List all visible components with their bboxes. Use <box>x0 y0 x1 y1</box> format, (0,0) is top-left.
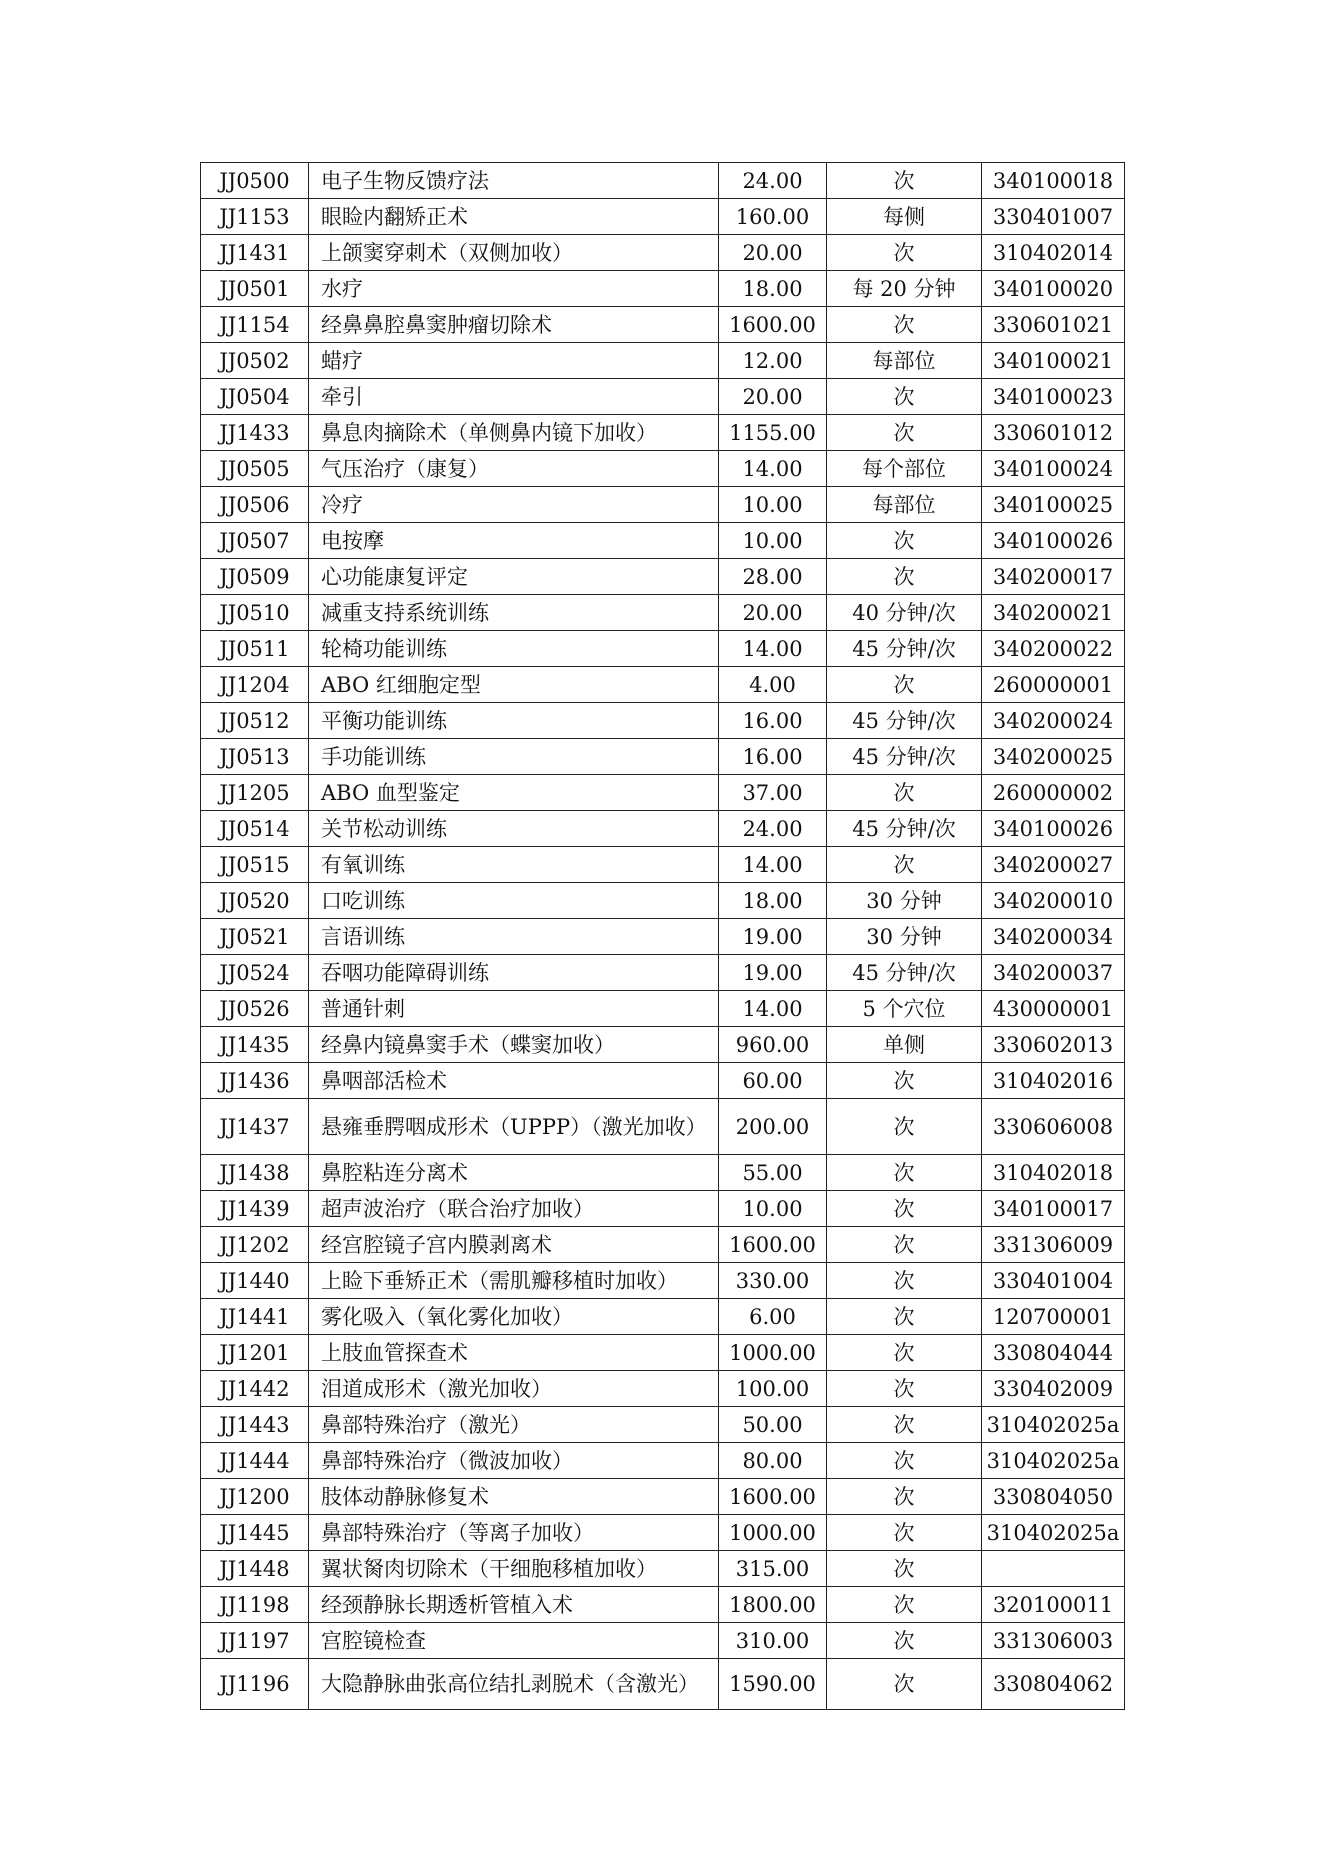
item-unit-cell: 次 <box>827 1587 982 1623</box>
table-row <box>201 1659 1125 1710</box>
item-standard-code-cell: 330402009 <box>982 1371 1125 1407</box>
item-name-cell: 雾化吸入（氧化雾化加收） <box>309 1299 719 1335</box>
table-row <box>201 199 1125 235</box>
item-name-cell: 鼻息肉摘除术（单侧鼻内镜下加收） <box>309 415 719 451</box>
item-standard-code-cell: 331306003 <box>982 1623 1125 1659</box>
item-name-cell: 翼状胬肉切除术（干细胞移植加收） <box>309 1551 719 1587</box>
item-code-cell: JJ1204 <box>201 667 309 703</box>
item-code-cell: JJ0510 <box>201 595 309 631</box>
item-price-cell: 10.00 <box>719 523 827 559</box>
item-price-cell: 100.00 <box>719 1371 827 1407</box>
item-unit-cell: 次 <box>827 1443 982 1479</box>
item-standard-code-cell: 320100011 <box>982 1587 1125 1623</box>
item-price-cell: 960.00 <box>719 1027 827 1063</box>
item-standard-code-cell: 310402025a <box>982 1443 1125 1479</box>
item-standard-code-cell: 340200010 <box>982 883 1125 919</box>
item-unit-cell: 次 <box>827 415 982 451</box>
fee-table-body <box>201 163 1125 1710</box>
table-row <box>201 1515 1125 1551</box>
item-standard-code-cell: 340200034 <box>982 919 1125 955</box>
item-unit-cell: 每部位 <box>827 487 982 523</box>
item-standard-code-cell: 340200027 <box>982 847 1125 883</box>
item-unit-cell: 每个部位 <box>827 451 982 487</box>
table-row <box>201 991 1125 1027</box>
item-unit-cell: 次 <box>827 1371 982 1407</box>
table-row <box>201 1335 1125 1371</box>
table-row <box>201 523 1125 559</box>
item-price-cell: 80.00 <box>719 1443 827 1479</box>
item-price-cell: 200.00 <box>719 1099 827 1155</box>
item-name-cell: 水疗 <box>309 271 719 307</box>
item-code-cell: JJ0513 <box>201 739 309 775</box>
table-row <box>201 415 1125 451</box>
item-code-cell: JJ1153 <box>201 199 309 235</box>
item-code-cell: JJ1448 <box>201 1551 309 1587</box>
item-code-cell: JJ1202 <box>201 1227 309 1263</box>
item-unit-cell: 30 分钟 <box>827 883 982 919</box>
item-unit-cell: 次 <box>827 1335 982 1371</box>
item-standard-code-cell: 430000001 <box>982 991 1125 1027</box>
item-price-cell: 10.00 <box>719 487 827 523</box>
table-row <box>201 1407 1125 1443</box>
item-price-cell: 20.00 <box>719 235 827 271</box>
item-price-cell: 1590.00 <box>719 1659 827 1710</box>
item-code-cell: JJ1439 <box>201 1191 309 1227</box>
item-code-cell: JJ0521 <box>201 919 309 955</box>
item-code-cell: JJ1437 <box>201 1099 309 1155</box>
item-price-cell: 160.00 <box>719 199 827 235</box>
item-standard-code-cell: 310402018 <box>982 1155 1125 1191</box>
table-row <box>201 1623 1125 1659</box>
item-unit-cell: 45 分钟/次 <box>827 955 982 991</box>
item-unit-cell: 次 <box>827 1659 982 1710</box>
item-name-cell: 鼻腔粘连分离术 <box>309 1155 719 1191</box>
table-row <box>201 1027 1125 1063</box>
table-row <box>201 739 1125 775</box>
item-unit-cell: 次 <box>827 847 982 883</box>
item-name-cell: 经颈静脉长期透析管植入术 <box>309 1587 719 1623</box>
item-name-cell: 有氧训练 <box>309 847 719 883</box>
table-row <box>201 487 1125 523</box>
item-code-cell: JJ0515 <box>201 847 309 883</box>
table-row <box>201 343 1125 379</box>
table-row <box>201 1371 1125 1407</box>
item-price-cell: 14.00 <box>719 991 827 1027</box>
table-row <box>201 1479 1125 1515</box>
item-standard-code-cell: 340100021 <box>982 343 1125 379</box>
item-unit-cell: 40 分钟/次 <box>827 595 982 631</box>
item-name-cell: 轮椅功能训练 <box>309 631 719 667</box>
table-row <box>201 775 1125 811</box>
item-price-cell: 16.00 <box>719 739 827 775</box>
item-standard-code-cell: 330602013 <box>982 1027 1125 1063</box>
item-unit-cell: 45 分钟/次 <box>827 703 982 739</box>
item-standard-code-cell: 340100023 <box>982 379 1125 415</box>
item-unit-cell: 次 <box>827 307 982 343</box>
item-unit-cell: 5 个穴位 <box>827 991 982 1027</box>
item-unit-cell: 每侧 <box>827 199 982 235</box>
table-row <box>201 631 1125 667</box>
item-name-cell: ABO 血型鉴定 <box>309 775 719 811</box>
item-name-cell: 鼻部特殊治疗（激光） <box>309 1407 719 1443</box>
item-name-cell: 上睑下垂矫正术（需肌瓣移植时加收） <box>309 1263 719 1299</box>
item-price-cell: 18.00 <box>719 883 827 919</box>
item-code-cell: JJ1201 <box>201 1335 309 1371</box>
item-unit-cell: 次 <box>827 235 982 271</box>
item-name-cell: 蜡疗 <box>309 343 719 379</box>
item-standard-code-cell: 340200021 <box>982 595 1125 631</box>
table-row <box>201 163 1125 199</box>
item-name-cell: 普通针刺 <box>309 991 719 1027</box>
table-row <box>201 1099 1125 1155</box>
item-code-cell: JJ1440 <box>201 1263 309 1299</box>
item-name-cell: 经鼻内镜鼻窦手术（蝶窦加收） <box>309 1027 719 1063</box>
table-row <box>201 1155 1125 1191</box>
item-standard-code-cell: 330401004 <box>982 1263 1125 1299</box>
item-unit-cell: 45 分钟/次 <box>827 631 982 667</box>
item-name-cell: 鼻部特殊治疗（微波加收） <box>309 1443 719 1479</box>
item-unit-cell: 次 <box>827 1623 982 1659</box>
item-name-cell: 心功能康复评定 <box>309 559 719 595</box>
item-name-cell: 肢体动静脉修复术 <box>309 1479 719 1515</box>
item-code-cell: JJ0511 <box>201 631 309 667</box>
item-price-cell: 19.00 <box>719 955 827 991</box>
item-code-cell: JJ0501 <box>201 271 309 307</box>
item-standard-code-cell: 310402025a <box>982 1407 1125 1443</box>
item-unit-cell: 次 <box>827 1515 982 1551</box>
item-unit-cell: 次 <box>827 1099 982 1155</box>
item-standard-code-cell: 340200024 <box>982 703 1125 739</box>
item-price-cell: 1155.00 <box>719 415 827 451</box>
item-code-cell: JJ1445 <box>201 1515 309 1551</box>
table-row <box>201 235 1125 271</box>
item-unit-cell: 次 <box>827 1479 982 1515</box>
item-unit-cell: 次 <box>827 1407 982 1443</box>
item-name-cell: 减重支持系统训练 <box>309 595 719 631</box>
item-standard-code-cell: 330804044 <box>982 1335 1125 1371</box>
item-standard-code-cell: 310402014 <box>982 235 1125 271</box>
item-name-cell: 鼻部特殊治疗（等离子加收） <box>309 1515 719 1551</box>
item-price-cell: 14.00 <box>719 847 827 883</box>
item-unit-cell: 每 20 分钟 <box>827 271 982 307</box>
item-name-cell: 上颌窦穿刺术（双侧加收） <box>309 235 719 271</box>
table-row <box>201 1263 1125 1299</box>
item-unit-cell: 次 <box>827 1155 982 1191</box>
item-price-cell: 60.00 <box>719 1063 827 1099</box>
table-row <box>201 559 1125 595</box>
item-unit-cell: 每部位 <box>827 343 982 379</box>
item-code-cell: JJ1205 <box>201 775 309 811</box>
item-code-cell: JJ1441 <box>201 1299 309 1335</box>
table-row <box>201 1191 1125 1227</box>
item-price-cell: 20.00 <box>719 595 827 631</box>
item-code-cell: JJ0500 <box>201 163 309 199</box>
item-code-cell: JJ1438 <box>201 1155 309 1191</box>
item-code-cell: JJ1198 <box>201 1587 309 1623</box>
item-standard-code-cell: 340100018 <box>982 163 1125 199</box>
item-code-cell: JJ1200 <box>201 1479 309 1515</box>
fee-table <box>200 162 1125 1710</box>
item-price-cell: 14.00 <box>719 631 827 667</box>
item-standard-code-cell: 260000001 <box>982 667 1125 703</box>
item-unit-cell: 次 <box>827 163 982 199</box>
item-name-cell: 上肢血管探查术 <box>309 1335 719 1371</box>
item-price-cell: 4.00 <box>719 667 827 703</box>
item-standard-code-cell: 330804050 <box>982 1479 1125 1515</box>
item-code-cell: JJ1154 <box>201 307 309 343</box>
item-price-cell: 18.00 <box>719 271 827 307</box>
item-code-cell: JJ1444 <box>201 1443 309 1479</box>
item-standard-code-cell: 340100017 <box>982 1191 1125 1227</box>
table-row <box>201 1227 1125 1263</box>
item-standard-code-cell: 340100020 <box>982 271 1125 307</box>
item-name-cell: 言语训练 <box>309 919 719 955</box>
item-name-cell: 超声波治疗（联合治疗加收） <box>309 1191 719 1227</box>
item-price-cell: 14.00 <box>719 451 827 487</box>
table-row <box>201 1443 1125 1479</box>
item-price-cell: 37.00 <box>719 775 827 811</box>
item-price-cell: 10.00 <box>719 1191 827 1227</box>
item-code-cell: JJ0505 <box>201 451 309 487</box>
item-price-cell: 50.00 <box>719 1407 827 1443</box>
item-unit-cell: 次 <box>827 667 982 703</box>
table-row <box>201 307 1125 343</box>
table-row <box>201 883 1125 919</box>
item-price-cell: 1600.00 <box>719 1227 827 1263</box>
item-name-cell: 牵引 <box>309 379 719 415</box>
table-row <box>201 451 1125 487</box>
item-price-cell: 1000.00 <box>719 1515 827 1551</box>
item-code-cell: JJ1196 <box>201 1659 309 1710</box>
item-standard-code-cell: 260000002 <box>982 775 1125 811</box>
item-code-cell: JJ0509 <box>201 559 309 595</box>
item-unit-cell: 次 <box>827 1551 982 1587</box>
item-code-cell: JJ0502 <box>201 343 309 379</box>
item-name-cell: 电按摩 <box>309 523 719 559</box>
item-name-cell: 大隐静脉曲张高位结扎剥脱术（含激光） <box>309 1659 719 1710</box>
item-unit-cell: 次 <box>827 523 982 559</box>
item-standard-code-cell: 330804062 <box>982 1659 1125 1710</box>
item-standard-code-cell: 340200037 <box>982 955 1125 991</box>
item-code-cell: JJ0526 <box>201 991 309 1027</box>
item-name-cell: 眼睑内翻矫正术 <box>309 199 719 235</box>
item-standard-code-cell: 330606008 <box>982 1099 1125 1155</box>
table-row <box>201 847 1125 883</box>
item-price-cell: 1000.00 <box>719 1335 827 1371</box>
item-unit-cell: 单侧 <box>827 1027 982 1063</box>
item-standard-code-cell: 340100024 <box>982 451 1125 487</box>
table-row <box>201 667 1125 703</box>
item-unit-cell: 45 分钟/次 <box>827 739 982 775</box>
item-code-cell: JJ1431 <box>201 235 309 271</box>
item-unit-cell: 30 分钟 <box>827 919 982 955</box>
item-price-cell: 55.00 <box>719 1155 827 1191</box>
item-unit-cell: 次 <box>827 559 982 595</box>
item-code-cell: JJ0504 <box>201 379 309 415</box>
table-row <box>201 919 1125 955</box>
item-price-cell: 28.00 <box>719 559 827 595</box>
item-price-cell: 19.00 <box>719 919 827 955</box>
table-row <box>201 1063 1125 1099</box>
item-code-cell: JJ1433 <box>201 415 309 451</box>
table-row <box>201 379 1125 415</box>
item-name-cell: 口吃训练 <box>309 883 719 919</box>
item-name-cell: 气压治疗（康复） <box>309 451 719 487</box>
item-price-cell: 20.00 <box>719 379 827 415</box>
item-price-cell: 16.00 <box>719 703 827 739</box>
table-row <box>201 811 1125 847</box>
item-standard-code-cell: 330601021 <box>982 307 1125 343</box>
item-name-cell: 吞咽功能障碍训练 <box>309 955 719 991</box>
item-standard-code-cell: 340100026 <box>982 523 1125 559</box>
item-standard-code-cell <box>982 1551 1125 1587</box>
item-price-cell: 12.00 <box>719 343 827 379</box>
item-code-cell: JJ0524 <box>201 955 309 991</box>
item-price-cell: 24.00 <box>719 811 827 847</box>
item-standard-code-cell: 310402016 <box>982 1063 1125 1099</box>
table-row <box>201 271 1125 307</box>
item-standard-code-cell: 331306009 <box>982 1227 1125 1263</box>
item-unit-cell: 次 <box>827 1063 982 1099</box>
item-standard-code-cell: 340100026 <box>982 811 1125 847</box>
item-standard-code-cell: 340200017 <box>982 559 1125 595</box>
item-code-cell: JJ0520 <box>201 883 309 919</box>
item-name-cell: 关节松动训练 <box>309 811 719 847</box>
item-code-cell: JJ0512 <box>201 703 309 739</box>
item-price-cell: 6.00 <box>719 1299 827 1335</box>
item-code-cell: JJ1436 <box>201 1063 309 1099</box>
item-code-cell: JJ0514 <box>201 811 309 847</box>
item-name-cell: 冷疗 <box>309 487 719 523</box>
item-price-cell: 1600.00 <box>719 1479 827 1515</box>
item-unit-cell: 次 <box>827 775 982 811</box>
item-code-cell: JJ1435 <box>201 1027 309 1063</box>
item-unit-cell: 次 <box>827 379 982 415</box>
item-code-cell: JJ1197 <box>201 1623 309 1659</box>
item-unit-cell: 次 <box>827 1299 982 1335</box>
item-price-cell: 1800.00 <box>719 1587 827 1623</box>
item-name-cell: 手功能训练 <box>309 739 719 775</box>
item-code-cell: JJ1443 <box>201 1407 309 1443</box>
item-name-cell: 电子生物反馈疗法 <box>309 163 719 199</box>
item-price-cell: 315.00 <box>719 1551 827 1587</box>
item-price-cell: 1600.00 <box>719 307 827 343</box>
item-name-cell: 鼻咽部活检术 <box>309 1063 719 1099</box>
item-unit-cell: 次 <box>827 1263 982 1299</box>
item-name-cell: 经鼻鼻腔鼻窦肿瘤切除术 <box>309 307 719 343</box>
item-standard-code-cell: 120700001 <box>982 1299 1125 1335</box>
item-code-cell: JJ1442 <box>201 1371 309 1407</box>
item-standard-code-cell: 340200025 <box>982 739 1125 775</box>
item-standard-code-cell: 330601012 <box>982 415 1125 451</box>
item-name-cell: 宫腔镜检查 <box>309 1623 719 1659</box>
table-row <box>201 595 1125 631</box>
item-code-cell: JJ0507 <box>201 523 309 559</box>
item-price-cell: 330.00 <box>719 1263 827 1299</box>
table-row <box>201 1551 1125 1587</box>
item-name-cell: 经宫腔镜子宫内膜剥离术 <box>309 1227 719 1263</box>
item-standard-code-cell: 330401007 <box>982 199 1125 235</box>
table-row <box>201 703 1125 739</box>
table-row <box>201 955 1125 991</box>
item-unit-cell: 次 <box>827 1227 982 1263</box>
item-unit-cell: 45 分钟/次 <box>827 811 982 847</box>
item-code-cell: JJ0506 <box>201 487 309 523</box>
item-standard-code-cell: 310402025a <box>982 1515 1125 1551</box>
item-price-cell: 24.00 <box>719 163 827 199</box>
item-name-cell: 平衡功能训练 <box>309 703 719 739</box>
item-standard-code-cell: 340200022 <box>982 631 1125 667</box>
item-name-cell: 悬雍垂腭咽成形术（UPPP）（激光加收） <box>309 1099 719 1155</box>
item-price-cell: 310.00 <box>719 1623 827 1659</box>
table-row <box>201 1587 1125 1623</box>
item-name-cell: 泪道成形术（激光加收） <box>309 1371 719 1407</box>
item-name-cell: ABO 红细胞定型 <box>309 667 719 703</box>
item-unit-cell: 次 <box>827 1191 982 1227</box>
table-row <box>201 1299 1125 1335</box>
item-standard-code-cell: 340100025 <box>982 487 1125 523</box>
